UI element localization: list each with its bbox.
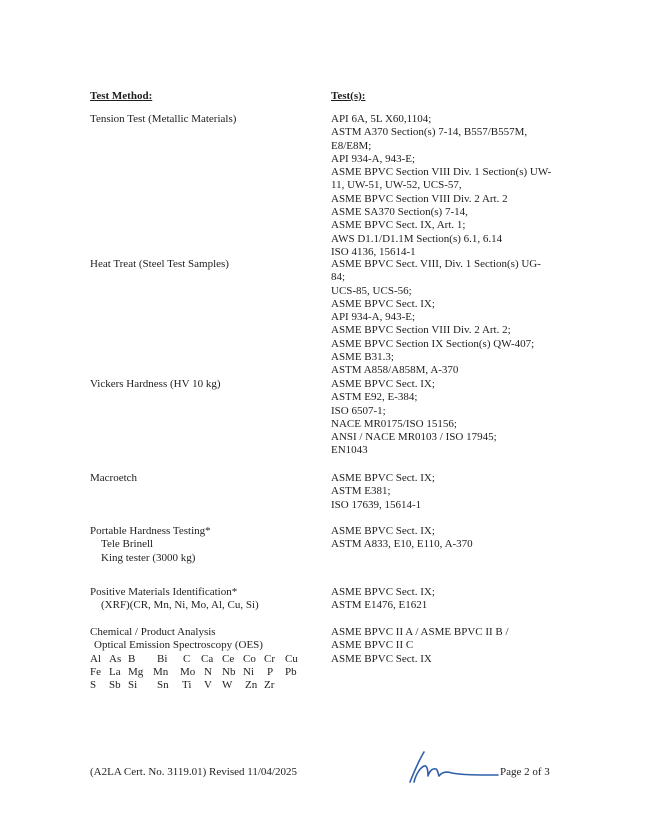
method-pmi bbox=[90, 586, 315, 613]
test-line: ISO 17639, 15614-1 bbox=[331, 498, 422, 511]
test-line: ASME BPVC Section VIII Div. 2 Art. 2; bbox=[331, 324, 511, 337]
method-heat-treat bbox=[90, 258, 315, 271]
test-line: ASME BPVC Section VIII Div. 1 Section(s) UW- bbox=[331, 166, 552, 179]
method-chemical bbox=[90, 626, 315, 692]
element: Ni bbox=[243, 665, 254, 678]
test-line: EN1043 bbox=[331, 444, 368, 457]
test-line: ASME BPVC Sect. IX; bbox=[331, 525, 435, 537]
element: Co bbox=[243, 652, 256, 665]
method-name: Tension Test (Metallic Materials) bbox=[90, 113, 237, 125]
test-line: ASTM A858/A858M, A-370 bbox=[331, 364, 459, 377]
page-number: Page 2 of 3 bbox=[500, 766, 550, 778]
element: Bi bbox=[157, 652, 168, 665]
element: Mn bbox=[153, 665, 169, 678]
test-line: ASTM A370 Section(s) 7-14, B557/B557M, bbox=[331, 126, 528, 139]
test-line: ASME BPVC Sect. IX, Art. 1; bbox=[331, 219, 466, 232]
element: Sb bbox=[109, 679, 121, 692]
tests-macroetch bbox=[331, 472, 601, 512]
element: La bbox=[109, 665, 121, 678]
test-line: ASTM A833, E10, E110, A-370 bbox=[331, 538, 473, 551]
element: Fe bbox=[90, 665, 101, 678]
tests-tension bbox=[331, 113, 601, 259]
test-line: ASME BPVC Sect. IX; bbox=[331, 378, 435, 390]
method-tension bbox=[90, 113, 315, 126]
element: S bbox=[90, 679, 97, 692]
method-subitem: Optical Emission Spectroscopy (OES) bbox=[94, 639, 263, 652]
test-line: ASME SA370 Section(s) 7-14, bbox=[331, 206, 468, 219]
element: Ti bbox=[182, 679, 192, 692]
element: As bbox=[109, 652, 122, 665]
method-name: Macroetch bbox=[90, 472, 138, 484]
method-name: Positive Materials Identification* bbox=[90, 586, 238, 598]
method-macroetch bbox=[90, 472, 315, 485]
element: Cu bbox=[285, 652, 298, 665]
element: P bbox=[267, 665, 274, 678]
element-grid bbox=[90, 653, 315, 693]
test-line: 84; bbox=[331, 271, 346, 284]
method-name: Chemical / Product Analysis bbox=[90, 626, 216, 638]
test-line: API 934-A, 943-E; bbox=[331, 311, 416, 324]
test-line: ASME BPVC Sect. IX; bbox=[331, 297, 435, 310]
test-method-header: Test Method: bbox=[90, 90, 153, 102]
test-line: ASME BPVC II C bbox=[331, 639, 414, 652]
element: Mg bbox=[128, 665, 144, 678]
method-subitem: (XRF)(CR, Mn, Ni, Mo, Al, Cu, Si) bbox=[101, 599, 259, 612]
test-line: 11, UW-51, UW-52, UCS-57, bbox=[331, 179, 462, 192]
cert-revision: (A2LA Cert. No. 3119.01) Revised 11/04/2025 bbox=[90, 766, 297, 778]
element: Zr bbox=[264, 679, 275, 692]
test-line: ASME BPVC Sect. IX; bbox=[331, 586, 435, 598]
test-line: ANSI / NACE MR0103 / ISO 17945; bbox=[331, 431, 497, 444]
element: Pb bbox=[285, 665, 297, 678]
test-line: ASME B31.3; bbox=[331, 351, 394, 364]
test-line: ASTM E1476, E1621 bbox=[331, 599, 428, 612]
signature-icon bbox=[400, 748, 500, 788]
test-line: NACE MR0175/ISO 15156; bbox=[331, 417, 457, 430]
element: Mo bbox=[180, 665, 196, 678]
test-line: ISO 4136, 15614-1 bbox=[331, 245, 416, 258]
element: Ce bbox=[222, 652, 235, 665]
element: Zn bbox=[245, 679, 258, 692]
element: Sn bbox=[157, 679, 169, 692]
tests-portable-hardness bbox=[331, 525, 601, 552]
tests-vickers bbox=[331, 378, 601, 458]
element: Cr bbox=[264, 652, 275, 665]
test-line: ASME BPVC Section VIII Div. 2 Art. 2 bbox=[331, 192, 508, 205]
test-line: ISO 6507-1; bbox=[331, 404, 386, 417]
test-line: UCS-85, UCS-56; bbox=[331, 284, 412, 297]
element: W bbox=[222, 679, 233, 692]
test-line: AWS D1.1/D1.1M Section(s) 6.1, 6.14 bbox=[331, 232, 503, 245]
test-line: ASME BPVC II A / ASME BPVC II B / bbox=[331, 626, 509, 638]
method-name: Heat Treat (Steel Test Samples) bbox=[90, 258, 229, 270]
test-line: ASTM E381; bbox=[331, 485, 391, 498]
tests-header: Test(s): bbox=[331, 90, 366, 102]
element: V bbox=[204, 679, 212, 692]
tests-chemical bbox=[331, 626, 601, 666]
element: N bbox=[204, 665, 212, 678]
method-vickers bbox=[90, 378, 315, 391]
test-line: ASME BPVC Sect. IX; bbox=[331, 472, 435, 484]
element: Ca bbox=[201, 652, 214, 665]
tests-heat-treat bbox=[331, 258, 601, 378]
element: Nb bbox=[222, 665, 236, 678]
element: Al bbox=[90, 652, 101, 665]
test-line: API 6A, 5L X60,1104; bbox=[331, 113, 432, 125]
element: C bbox=[183, 652, 191, 665]
element: Si bbox=[128, 679, 138, 692]
tests-pmi bbox=[331, 586, 601, 613]
element: B bbox=[128, 652, 136, 665]
method-portable-hardness bbox=[90, 525, 315, 565]
test-line: ASME BPVC Sect. IX bbox=[331, 652, 432, 665]
test-line: E8/E8M; bbox=[331, 139, 372, 152]
test-line: ASME BPVC Section IX Section(s) QW-407; bbox=[331, 337, 535, 350]
test-line: ASTM E92, E-384; bbox=[331, 391, 418, 404]
method-name: Vickers Hardness (HV 10 kg) bbox=[90, 378, 221, 390]
method-name: Portable Hardness Testing* bbox=[90, 525, 211, 537]
test-line: ASME BPVC Sect. VIII, Div. 1 Section(s) UG- bbox=[331, 258, 541, 270]
method-subitem: Tele Brinell bbox=[101, 538, 154, 551]
method-subitem: King tester (3000 kg) bbox=[101, 551, 196, 564]
test-line: API 934-A, 943-E; bbox=[331, 152, 416, 165]
